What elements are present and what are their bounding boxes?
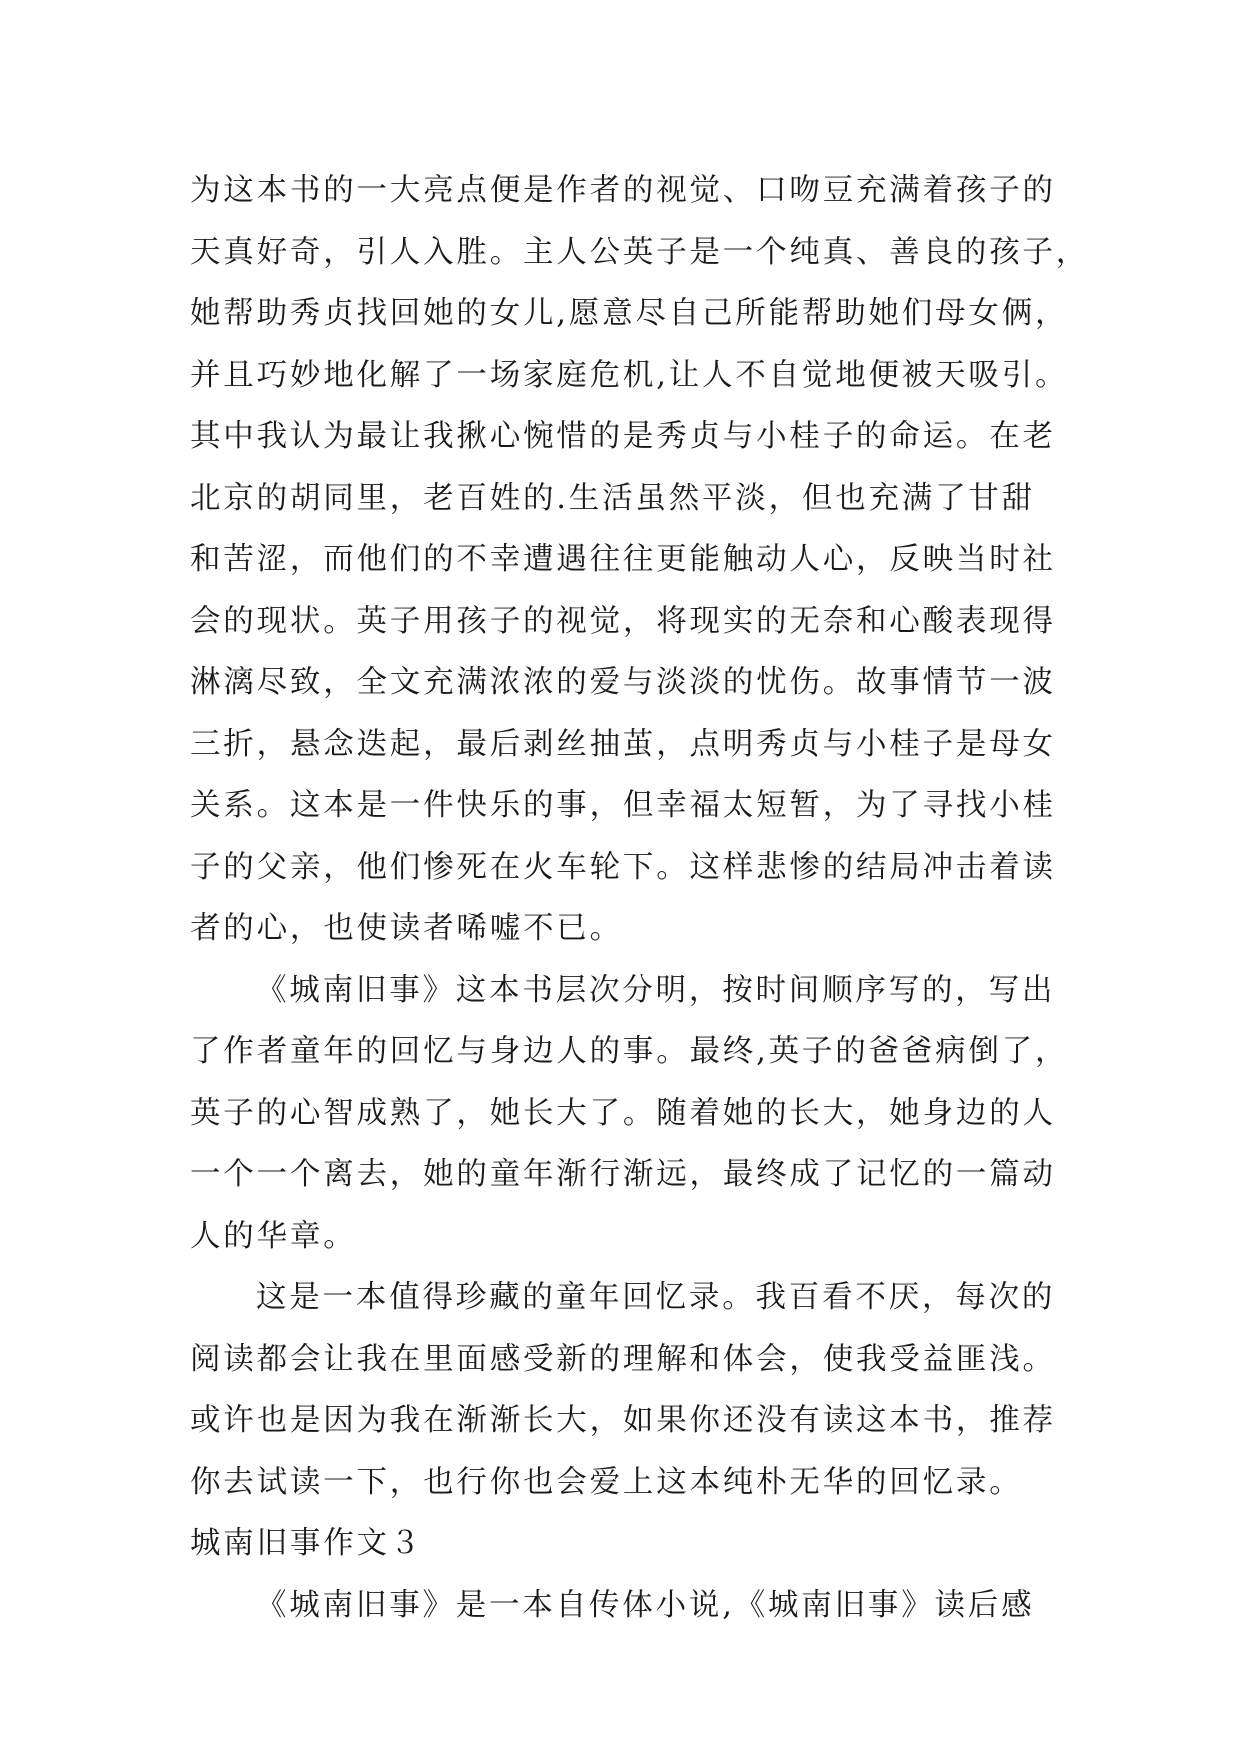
text-line: 者的心，也使读者唏嘘不已。: [190, 911, 623, 946]
text-line: 你去试读一下，也行你也会爱上这本纯朴无华的回忆录。: [190, 1464, 1023, 1500]
section-heading: 城南旧事作文３: [190, 1526, 424, 1561]
text-line: 阅读都会让我在里面感受新的理解和体会，使我受益匪浅。: [190, 1341, 1056, 1377]
text-line: 英子的心智成熟了，她长大了。随着她的长大，她身边的人: [190, 1095, 1056, 1131]
text-line: 会的现状。英子用孩子的视觉，将现实的无奈和心酸表现得: [190, 603, 1056, 639]
text-line: 为这本书的一大亮点便是作者的视觉、口吻豆充满着孩子的: [190, 173, 1056, 208]
text-line: 人的华章。: [190, 1218, 357, 1254]
paragraph-first-line: 《城南旧事》是一本自传体小说,《城南旧事》读后感: [256, 1587, 1035, 1623]
text-line: 并且巧妙地化解了一场家庭危机,让人不自觉地便被天吸引。: [190, 357, 1069, 393]
text-line: 北京的胡同里，老百姓的.生活虽然平淡，但也充满了甘甜: [190, 480, 1035, 516]
text-line: 子的父亲，他们惨死在火车轮下。这样悲惨的结局冲击着读: [190, 849, 1056, 885]
text-line: 了作者童年的回忆与身边人的事。最终,英子的爸爸病倒了，: [190, 1034, 1069, 1069]
text-line: 淋漓尽致，全文充满浓浓的爱与淡淡的忧伤。故事情节一波: [190, 665, 1056, 700]
text-line: 三折，悬念迭起，最后剥丝抽茧，点明秀贞与小桂子是母女: [190, 726, 1056, 762]
text-line: 关系。这本是一件快乐的事，但幸福太短暂，为了寻找小桂: [190, 788, 1056, 823]
paragraph-first-line: 《城南旧事》这本书层次分明，按时间顺序写的，写出: [256, 972, 1056, 1008]
paragraph-first-line: 这是一本值得珍藏的童年回忆录。我百看不厌，每次的: [256, 1280, 1056, 1315]
text-line: 或许也是因为我在渐渐长大，如果你还没有读这本书，推荐: [190, 1403, 1056, 1438]
document-page: [190, 160, 1090, 1636]
text-line: 其中我认为最让我揪心惋惜的是秀贞与小桂子的命运。在老: [190, 419, 1056, 454]
text-line: 一个一个离去，她的童年渐行渐远，最终成了记忆的一篇动: [190, 1157, 1056, 1192]
text-line: 她帮助秀贞找回她的女儿,愿意尽自己所能帮助她们母女俩，: [190, 296, 1069, 331]
text-line: 和苦涩，而他们的不幸遭遇往往更能触动人心，反映当时社: [190, 542, 1056, 577]
text-line: 天真好奇，引人入胜。主人公英子是一个纯真、善良的孩子，: [190, 234, 1090, 270]
